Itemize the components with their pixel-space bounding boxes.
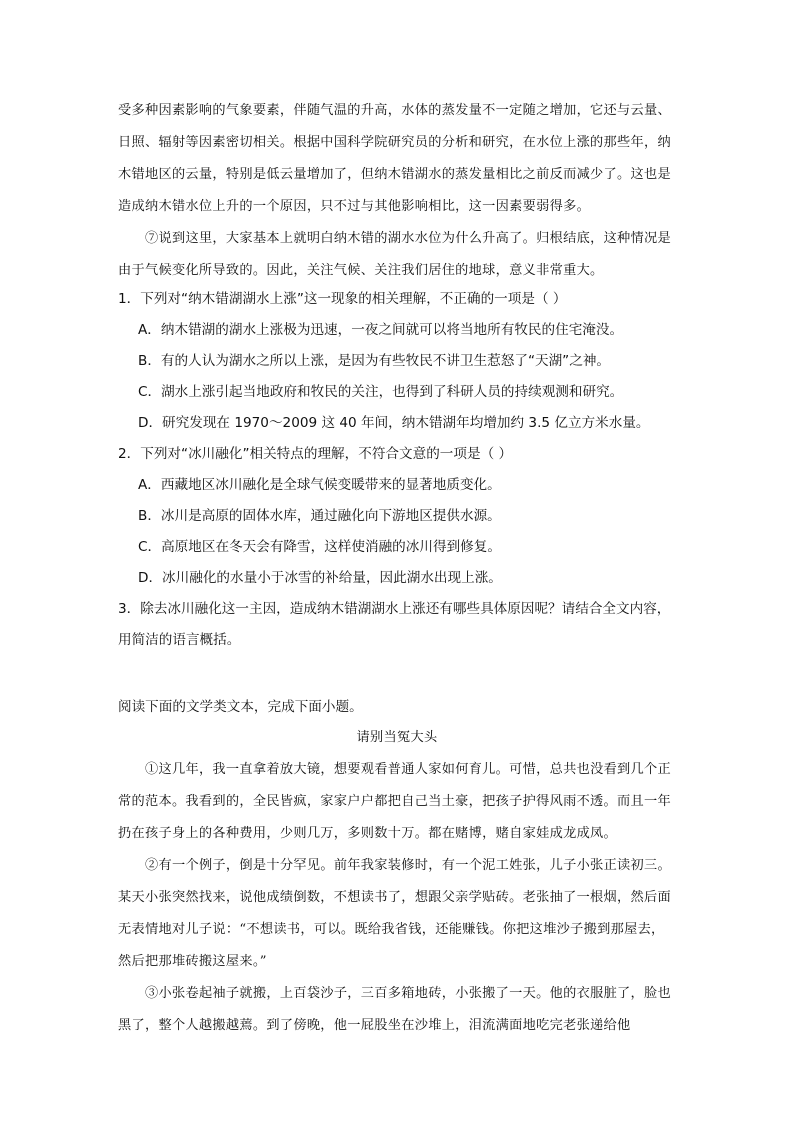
passage-tail [118,95,676,287]
story-title: 请别当冤大头 [356,730,438,745]
story-body [118,754,676,1042]
question-1-stem: 1．下列对“纳木错湖湖水上涨”这一现象的相关理解，不正确的一项是（ ） [118,291,567,307]
question-2-stem: 2．下列对“冰川融化”相关特点的理解，不符合文意的一项是（ ） [118,446,513,462]
story-paragraph-1: ①这几年，我一直拿着放大镜，想要观看普通人家如何育儿。可惜，总共也没看到几个正常的范本。我看到的，全民皆疯，家家户户都把自己当土豪，把孩子护得风雨不透。而且一年扔在孩子身上的各种费用，少则几万，多则数十万。都在赌博，赌自家娃成龙成凤。 [118,762,672,841]
passage-paragraph-6: 受多种因素影响的气象要素，伴随气温的升高，水体的蒸发量不一定随之增加，它还与云量、日照、辐射等因素密切相关。根据中国科学院研究员的分析和研究，在水位上涨的那些年，纳木错地区的云量，特别是低云量增加了，但纳木错湖水的蒸发量相比之前反而减少了。这也是造成纳木错水位上升的一个原因，只不过与其他影响相比，这一因素要弱得多。 [118,103,671,214]
story-paragraph-3: ③小张卷起袖子就搬，上百袋沙子，三百多箱地砖，小张搬了一天。他的衣服脏了，脸也黑了，整个人越搬越蔫。到了傍晚，他一屁股坐在沙堆上，泪流满面地吃完老张递给他 [118,986,672,1033]
question-list [118,284,676,656]
question-2-option-c: C．高原地区在冬天会有降雪，这样使消融的冰川得到修复。 [138,539,501,555]
story-paragraph-2: ②有一个例子，倒是十分罕见。前年我家装修时，有一个泥工姓张，儿子小张正读初三。某天小张突然找来，说他成绩倒数，不想读书了，想跟父亲学贴砖。老张抽了一根烟，然后面无表情地对儿子说：“不想读书，可以。既给我省钱，还能赚钱。你把这堆沙子搬到那屋去，然后把那堆砖搬这屋来。” [118,858,672,969]
question-2-option-b: B．冰川是高原的固体水库，通过融化向下游地区提供水源。 [138,508,501,524]
question-1-option-b: B．有的人认为湖水之所以上涨，是因为有些牧民不讲卫生惹怒了“天湖”之神。 [138,353,611,369]
instruction-text: 阅读下面的文学类文本，完成下面小题。 [118,699,363,715]
question-1-option-a: A．纳木错湖的湖水上涨极为迅速，一夜之间就可以将当地所有牧民的住宅淹没。 [138,322,624,338]
question-1-option-c: C．湖水上涨引起当地政府和牧民的关注，也得到了科研人员的持续观测和研究。 [138,384,624,400]
question-2-option-d: D．冰川融化的水量小于冰雪的补给量，因此湖水出现上涨。 [138,570,502,586]
question-3-stem: 3．除去冰川融化这一主因，造成纳木错湖湖水上涨还有哪些具体原因呢？请结合全文内容，用简洁的语言概括。 [118,601,671,648]
reading-instruction [118,692,676,723]
question-2-option-a: A．西藏地区冰川融化是全球气候变暖带来的显著地质变化。 [138,477,501,493]
passage-paragraph-7: ⑦说到这里，大家基本上就明白纳木错的湖水水位为什么升高了。归根结底，这种情况是由于气候变化所导致的。因此，关注气候、关注我们居住的地球，意义非常重大。 [118,231,672,278]
question-1-option-d: D．研究发现在 1970～2009 这 40 年间，纳木错湖年均增加约 3.5 亿立方米水量。 [138,415,650,431]
